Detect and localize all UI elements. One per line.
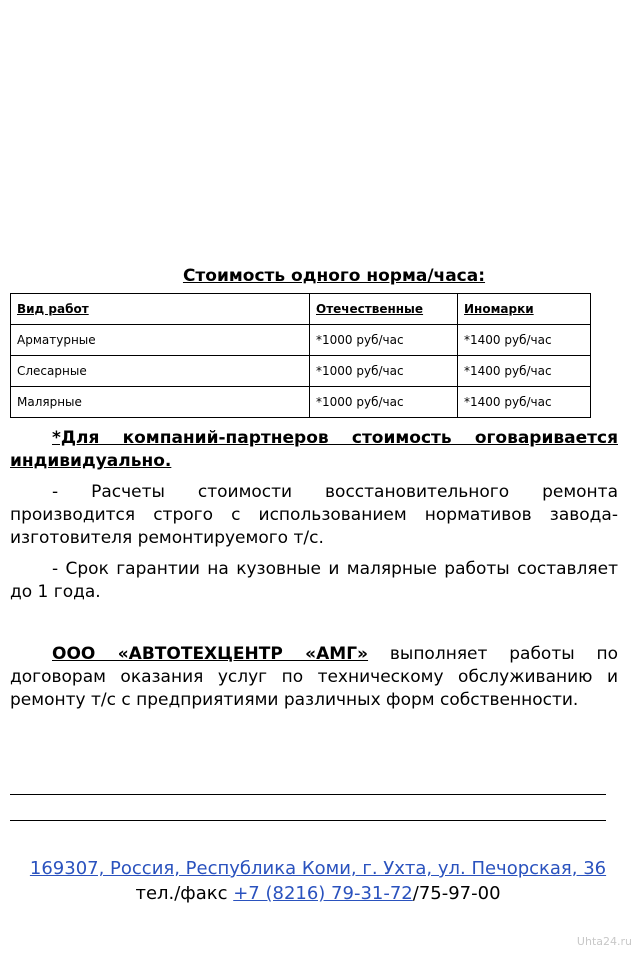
table-header-cell: Вид работ	[11, 294, 310, 325]
company-paragraph	[10, 643, 618, 712]
partners-note	[10, 427, 618, 473]
phone-label: тел./факс	[135, 883, 234, 904]
page-title: Стоимость одного норма/часа:	[182, 266, 486, 286]
table-cell: *1400 руб/час	[458, 356, 591, 387]
phone-link[interactable]: +7 (8216) 79-31-72	[233, 883, 413, 904]
table-row	[11, 325, 591, 356]
address-link[interactable]: 169307, Россия, Республика Коми, г. Ухта, ул. Печорская, 36	[29, 858, 607, 879]
table-row	[11, 356, 591, 387]
partners-note-text: *Для компаний-партнеров стоимость оговаривается индивидуально.	[10, 428, 618, 471]
table-cell: *1000 руб/час	[310, 325, 458, 356]
company-description: выполняет работы по договорам оказания услуг по техническому обслуживанию и ремонту т/с с предприятиями различных форм собственности.	[10, 644, 618, 710]
table-cell: *1000 руб/час	[310, 387, 458, 418]
table-cell: Арматурные	[11, 325, 310, 356]
table-cell: *1400 руб/час	[458, 325, 591, 356]
signature-line	[10, 794, 606, 795]
table-row	[11, 387, 591, 418]
table-cell: Малярные	[11, 387, 310, 418]
table-header-cell: Иномарки	[458, 294, 591, 325]
calculation-note: - Расчеты стоимости восстановительного ремонта производится строго с использованием нормативов завода-изготовителя ремонтируемого т/с.	[10, 482, 618, 548]
watermark: Uhta24.ru	[576, 935, 632, 948]
table-cell: *1000 руб/час	[310, 356, 458, 387]
signature-line	[10, 820, 606, 821]
table-header-row	[11, 294, 591, 325]
phone-suffix: /75-97-00	[412, 883, 501, 904]
table-cell: Слесарные	[11, 356, 310, 387]
contact-footer	[10, 856, 626, 906]
company-name: ООО «АВТОТЕХЦЕНТР «АМГ»	[52, 644, 369, 664]
table-header-cell: Отечественные	[310, 294, 458, 325]
warranty-note: - Срок гарантии на кузовные и малярные работы составляет до 1 года.	[10, 559, 618, 602]
table-cell: *1400 руб/час	[458, 387, 591, 418]
rates-table	[10, 293, 591, 418]
